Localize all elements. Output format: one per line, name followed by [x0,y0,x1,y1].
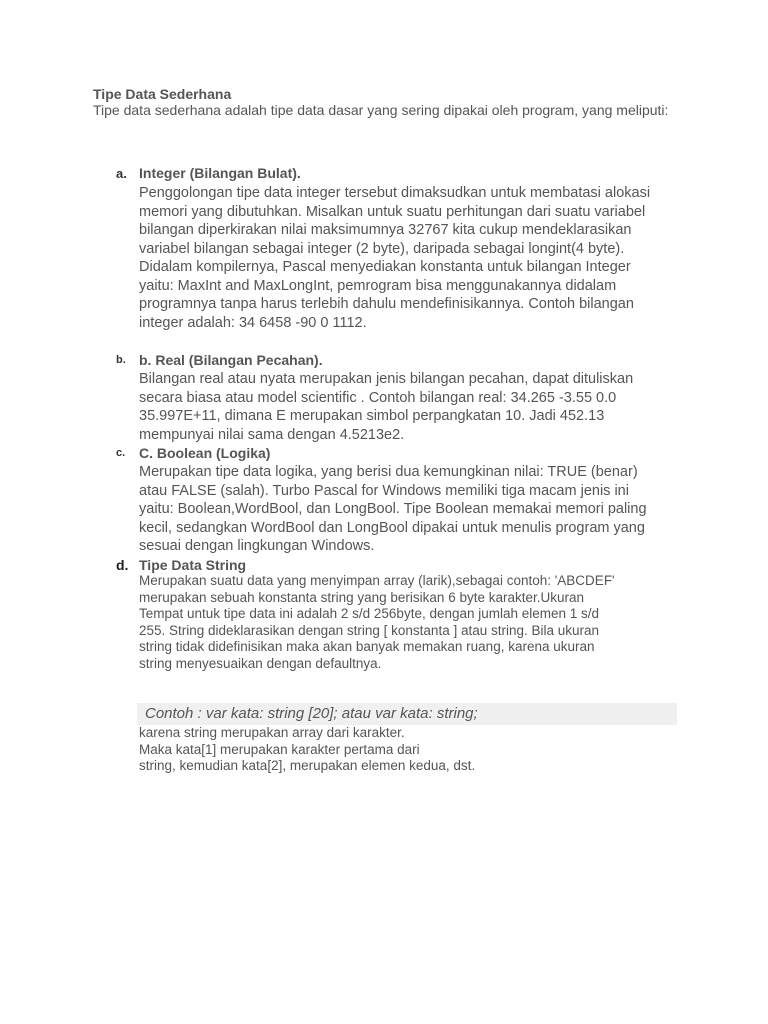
example-explanation [139,725,674,775]
text-line: string, kemudian kata[2], merupakan elemen kedua, dst. [139,758,476,774]
list-marker-d: d. [116,557,129,573]
text-line: secara biasa atau model scientific . Contoh bilangan real: 34.265 -3.55 0.0 [139,389,617,406]
text-line: yaitu: Boolean,WordBool, dan LongBool. Tipe Boolean memakai memori paling [139,501,647,517]
section-body-boolean [139,463,679,556]
text-line: memori yang dibutuhkan. Misalkan untuk suatu perhitungan dari suatu variabel [139,203,646,220]
text-line: sesuai dengan lingkungan Windows. [139,538,375,554]
text-line: variabel bilangan sebagai integer (2 byte), daripada sebagai longint(4 byte). [139,240,625,257]
text-line: yaitu: MaxInt and MaxLongInt, pemrogram bisa menggunakannya didalam [139,277,617,294]
text-line: string tidak didefinisikan maka akan banyak memakan ruang, karena ukuran [139,639,595,655]
text-line: Didalam kompilernya, Pascal menyediakan konstanta untuk bilangan Integer [139,259,631,275]
text-line: integer adalah: 34 6458 -90 0 1112. [139,314,367,331]
text-line: kecil, sedangkan WordBool dan LongBool dipakai untuk menulis program yang [139,519,645,536]
section-body-real [139,370,679,444]
text-line: 255. String dideklarasikan dengan string [ konstanta ] atau string. Bila ukuran [139,622,600,638]
text-line: string menyesuaikan dengan defaultnya. [139,655,382,671]
text-line: atau FALSE (salah). Turbo Pascal for Windows memiliki tiga macam jenis ini [139,482,629,499]
code-example-box: Contoh : var kata: string [20]; atau var kata: string; [137,703,677,725]
text-line: Merupakan tipe data logika, yang berisi dua kemungkinan nilai: TRUE (benar) [139,464,638,480]
section-heading-real: b. Real (Bilangan Pecahan). [139,352,323,368]
text-line: karena string merupakan array dari karakter. [139,725,405,740]
text-line: Penggolongan tipe data integer tersebut dimaksudkan untuk membatasi alokasi [139,185,651,201]
text-line: programnya tanpa harus terlebih dahulu mendefinisikannya. Contoh bilangan [139,296,634,312]
text-line: bilangan diperkirakan nilai maksimumnya 32767 kita cukup mendeklarasikan [139,222,632,238]
text-line: mempunyai nilai sama dengan 4.5213e2. [139,426,405,443]
list-marker-c: c. [116,447,126,459]
text-line: 35.997E+11, dimana E merupakan simbol perpangkatan 10. Jadi 452.13 [139,408,605,424]
section-heading-string: Tipe Data String [139,557,247,573]
text-line: Merupakan suatu data yang menyimpan array (larik),sebagai contoh: 'ABCDEF' [139,573,615,588]
text-line: Tempat untuk tipe data ini adalah 2 s/d 256byte, dengan jumlah elemen 1 s/d [139,606,600,622]
text-line: Bilangan real atau nyata merupakan jenis bilangan pecahan, dapat dituliskan [139,371,634,387]
text-line: Maka kata[1] merupakan karakter pertama dari [139,741,420,757]
section-body-integer [139,184,679,332]
list-marker-a: a. [116,166,127,181]
intro-paragraph: Tipe data sederhana adalah tipe data dasar yang sering dipakai oleh program, yang meliputi: [93,102,669,118]
list-marker-b: b. [116,354,126,366]
document-title: Tipe Data Sederhana [93,86,232,102]
section-body-string [139,573,674,673]
section-heading-boolean: C. Boolean (Logika) [139,445,271,461]
section-heading-integer: Integer (Bilangan Bulat). [139,165,301,181]
text-line: merupakan sebuah konstanta string yang berisikan 6 byte karakter.Ukuran [139,589,585,605]
